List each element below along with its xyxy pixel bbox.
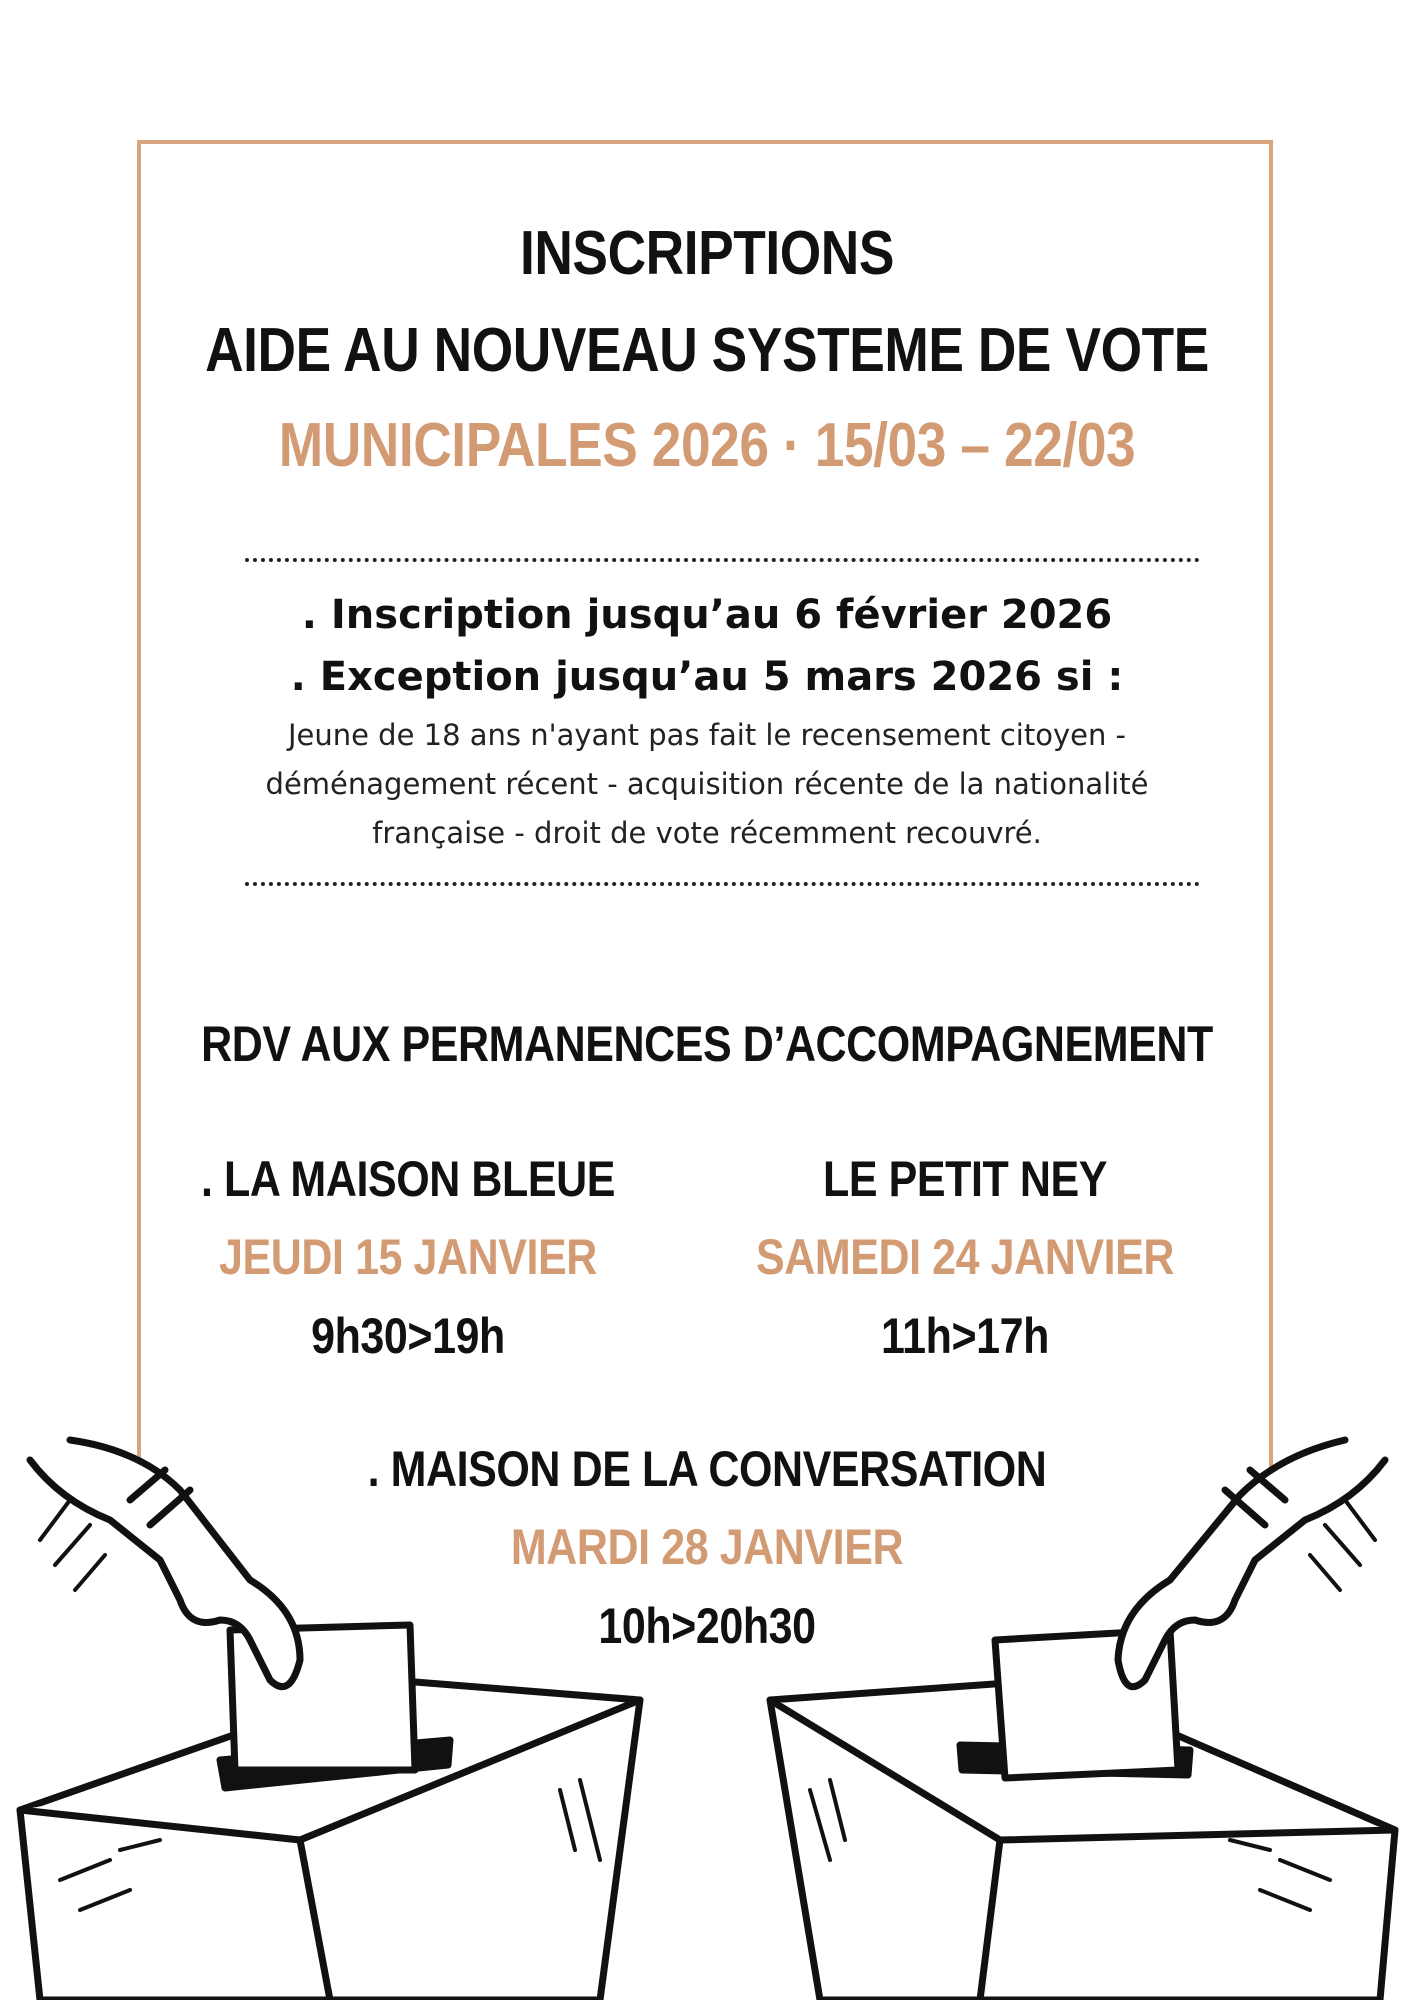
venue-hours-maison-conversation: 10h>20h30 — [598, 1598, 816, 1654]
permanences-heading: RDV AUX PERMANENCES D’ACCOMPAGNEMENT — [201, 1016, 1213, 1072]
venue-date-maison-conversation: MARDI 28 JANVIER — [510, 1519, 904, 1575]
conditions-line-3: française - droit de vote récemment recouvré. — [372, 816, 1042, 850]
title-aide-vote: AIDE AU NOUVEAU SYSTEME DE VOTE — [205, 316, 1209, 385]
hand-casting-ballot-icon — [20, 1440, 640, 2000]
title-municipales: MUNICIPALES 2026 · 15/03 – 22/03 — [278, 411, 1136, 480]
venue-name-maison-conversation: . MAISON DE LA CONVERSATION — [367, 1441, 1047, 1497]
venue-name-petit-ney: LE PETIT NEY — [823, 1151, 1107, 1207]
venue-date-petit-ney: SAMEDI 24 JANVIER — [755, 1229, 1175, 1285]
conditions-line-1: Jeune de 18 ans n'ayant pas fait le recensement citoyen - — [287, 718, 1127, 752]
venue-name-maison-bleue: . LA MAISON BLEUE — [201, 1151, 615, 1207]
title-inscriptions: INSCRIPTIONS — [519, 219, 895, 288]
venue-date-maison-bleue: JEUDI 15 JANVIER — [219, 1229, 597, 1285]
inscription-deadline: . Inscription jusqu’au 6 février 2026 — [301, 592, 1113, 638]
conditions-line-2: déménagement récent - acquisition récente de la nationalité — [265, 767, 1149, 801]
exception-deadline: . Exception jusqu’au 5 mars 2026 si : — [290, 654, 1124, 700]
venue-hours-petit-ney: 11h>17h — [881, 1308, 1049, 1364]
venue-hours-maison-bleue: 9h30>19h — [311, 1308, 505, 1364]
hand-casting-ballot-icon — [770, 1440, 1395, 2000]
